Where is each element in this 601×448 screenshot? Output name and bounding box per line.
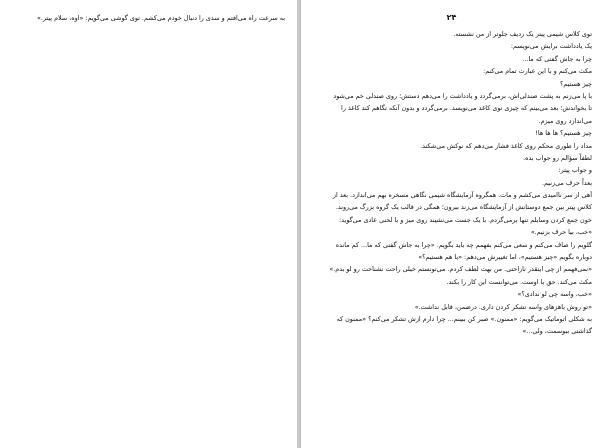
right-page-body (311, 28, 592, 338)
text-line: به شکلی اتوماتیک می‌گویم: «ممنون.» صبر کن ببینم... چرا دارم ازش تشکر می‌کنم؟ «ممنون که (336, 314, 592, 323)
text-line: «خب، بیا حرف بزنیم.» (530, 228, 592, 237)
text-line: یک یادداشت برایش می‌نویسم: (510, 42, 592, 51)
text-line: کلاس پیتر بین جمع دوستانش از آزمایشگاه می‌زند بیرون؛ همگی در قالب یک گروه بزرگ می‌روند. (335, 203, 592, 212)
text-line: مکث می‌کنم و با این عبارت تمام می‌کنم: (483, 67, 592, 76)
text-line: لطفاً سؤالم رو جواب بده. (523, 153, 592, 162)
left-page-text: به سرعت راه می‌افتم و سدی را دنبال خودم می‌کشم. توی گوشی می‌گویم: «اوه، سلام پیتر.» (36, 14, 285, 22)
right-page (300, 0, 601, 448)
text-line: «تو روش باهزهای واسه تشکر کردن داری. درضمن، قابل نداشت.» (414, 302, 592, 311)
text-line: با پا می‌زنم به پشت صندلی‌اش، برمی‌گردد و یادداشت را می‌دهم دستش؛ روی صندلی خم می‌شود (333, 91, 592, 100)
text-line: گلویم را صاف می‌کنم و سعی می‌کنم بفهمم چه باید بگویم. «چرا به جاش گفتی که ما... کم مانده (335, 240, 592, 249)
text-line: می‌اندازد روی میزم. (538, 116, 592, 125)
page-number: ۲۴ (446, 13, 457, 22)
text-line: چیز هستیم؟ ها ها ها! (535, 129, 592, 138)
text-line: دوباره بگویم «چیز هستیم»، اما تغییرش می‌دهم: «با هم هستیم؟» (418, 253, 592, 262)
text-line: مداد را طوری محکم روی کاغذ فشار می‌دهم که نوکش می‌شکند. (420, 141, 592, 150)
text-line: «نمی‌فهمم از چی اینقدر ناراحتی. من بهت لطف کردم. می‌تونستم خیلی راحت نشناخت رو لو بدم.» (329, 265, 592, 274)
text-line: خون جمع کردن وسایلم تنها برمی‌گردم. با یک جست می‌نشیند روی میز و با لحنی عادی می‌گوید: (339, 215, 592, 224)
text-line: چیز هستیم؟ (559, 79, 592, 88)
text-line: چرا به جاش گفتی که ما... (522, 54, 592, 63)
text-line: توی کلاس شیمی پیتر یک ردیف جلوتر از من نشسته. (453, 30, 592, 38)
text-line: و جواب پیتر: (558, 166, 592, 175)
text-line: مکث می‌کند. حق با اوست. می‌توانست این کار را بکند. (446, 277, 592, 286)
left-page (0, 0, 298, 448)
text-line: گذاشتی ببوسمت، ولی...» (522, 327, 592, 336)
text-line: تا بخواندش؛ بعد می‌بینم که چیزی توی کاغذ می‌نویسد. برمی‌گردد و بدون آنکه نگاهم کند کاغذ را (341, 104, 592, 113)
text-line: بعداً حرف می‌زنیم. (542, 178, 592, 187)
text-line: آهی از سر ناامیدی می‌کشم و مات. همگروه آزمایشگاه شیمی نگاهی مسخره بهم می‌اندازد. بعد از (332, 191, 592, 200)
text-line: «خب، واسه چی لو ندادی؟» (517, 290, 592, 299)
